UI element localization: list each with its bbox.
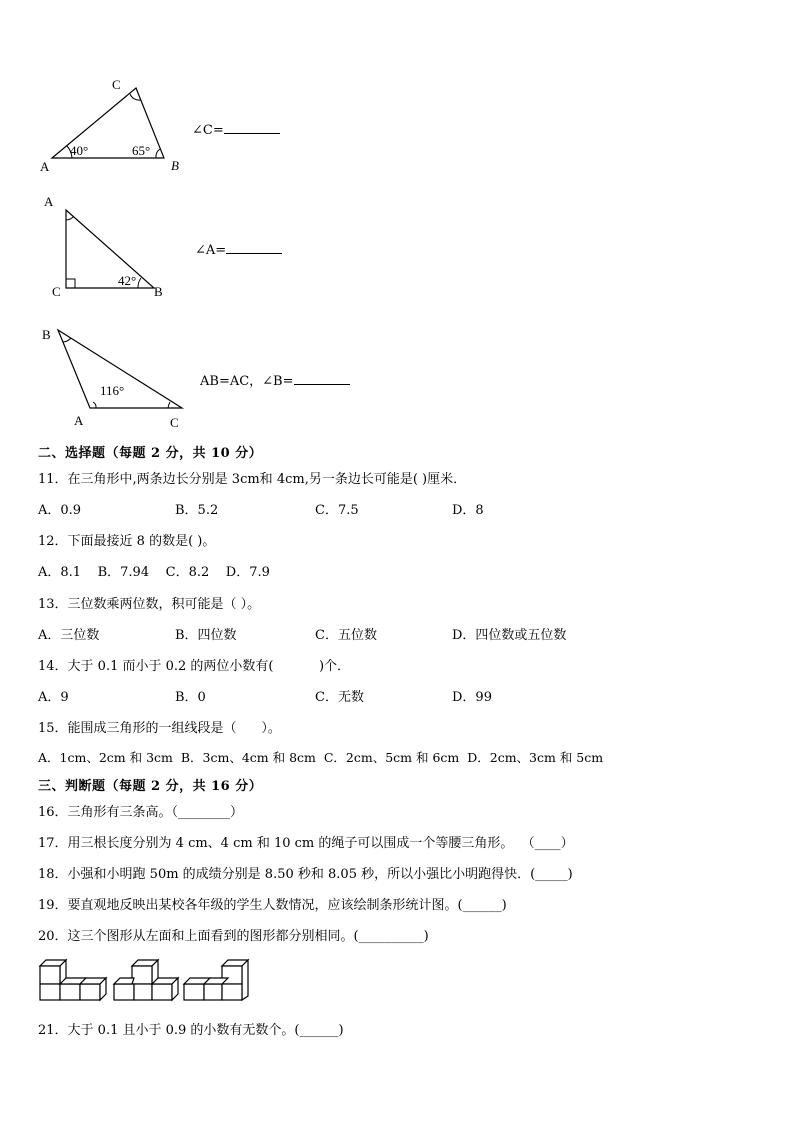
question-11: 11．在三角形中,两条边长分别是 3cm和 4cm,另一条边长可能是( )厘米． [38,472,467,487]
option-11-b[interactable]: B．5.2 [175,503,219,518]
triangle-3-label-bottom-right: C [170,415,179,430]
question-20: 20．这三个图形从左面和上面看到的图形都分别相同。(__________) [38,929,429,944]
triangle-2-angle: 42° [118,273,137,288]
cube-figure-1 [40,960,106,1000]
option-13-b[interactable]: B．四位数 [175,628,237,643]
section-2-title: 二、选择题（每题 2 分，共 10 分） [38,446,263,461]
triangle-1-prompt: ∠C= [192,120,280,138]
cube-figure-3 [184,960,248,1000]
question-21: 21．大于 0.1 且小于 0.9 的小数有无数个。(______) [38,1023,344,1038]
question-17: 17．用三根长度分别为 4 cm、4 cm 和 10 cm 的绳子可以围成一个等腰三角形。 （____） [38,836,574,851]
option-13-c[interactable]: C．五位数 [315,628,377,643]
triangle-2-figure [30,190,200,305]
answer-blank[interactable] [224,120,280,134]
answer-blank[interactable] [226,240,282,254]
triangle-1-angle-left: 40° [70,143,89,158]
option-13-d[interactable]: D．四位数或五位数 [452,628,567,643]
triangle-2-prompt: ∠A= [195,240,282,258]
triangle-1-figure [30,70,200,180]
triangle-3-figure [30,320,200,435]
question-12: 12．下面最接近 8 的数是( )。 [38,534,216,549]
triangle-1-label-right: B [171,158,179,173]
triangle-3-prompt: AB=AC，∠B= [200,370,350,389]
triangle-2-label-top: A [44,194,54,209]
option-14-b[interactable]: B．0 [175,690,206,705]
option-11-d[interactable]: D．8 [452,503,484,518]
triangle-1-label-left: A [40,159,50,174]
option-14-d[interactable]: D．99 [452,690,492,705]
question-13: 13．三位数乘两位数，积可能是（ ）。 [38,597,261,612]
triangle-1-angle-right: 65° [132,143,151,158]
triangle-3-label-bottom-left: A [74,413,84,428]
triangle-2-label-bottom-left: C [52,284,61,299]
cube-figure-2 [114,960,178,1000]
options-15[interactable]: A．1cm、2cm 和 3cm B．3cm、4cm 和 8cm C．2cm、5cm 和 6cm D．2cm、3cm 和 5cm [38,750,604,765]
question-19: 19．要直观地反映出某校各年级的学生人数情况，应该绘制条形统计图。(______) [38,898,507,913]
answer-blank[interactable] [294,371,350,385]
option-14-a[interactable]: A．9 [38,690,69,705]
triangle-3-label-top: B [42,327,51,342]
question-14: 14．大于 0.1 而小于 0.2 的两位小数有( )个． [38,659,351,674]
option-11-a[interactable]: A．0.9 [38,503,82,518]
question-18: 18．小强和小明跑 50m 的成绩分别是 8.50 秒和 8.05 秒，所以小强比小明跑得快．(_____) [38,867,573,882]
triangle-1-label-top: C [112,77,121,92]
question-16: 16．三角形有三条高。（________） [38,805,244,820]
triangle-3-angle: 116° [100,383,125,398]
option-13-a[interactable]: A．三位数 [38,628,100,643]
section-3-title: 三、判断题（每题 2 分，共 16 分） [38,779,263,794]
cube-figures [36,956,256,1004]
options-12[interactable]: A．8.1 B．7.94 C．8.2 D．7.9 [38,565,270,580]
triangle-2-label-bottom-right: B [154,284,163,299]
option-11-c[interactable]: C．7.5 [315,503,359,518]
option-14-c[interactable]: C．无数 [315,690,364,705]
question-15: 15．能围成三角形的一组线段是（ ）。 [38,721,281,736]
